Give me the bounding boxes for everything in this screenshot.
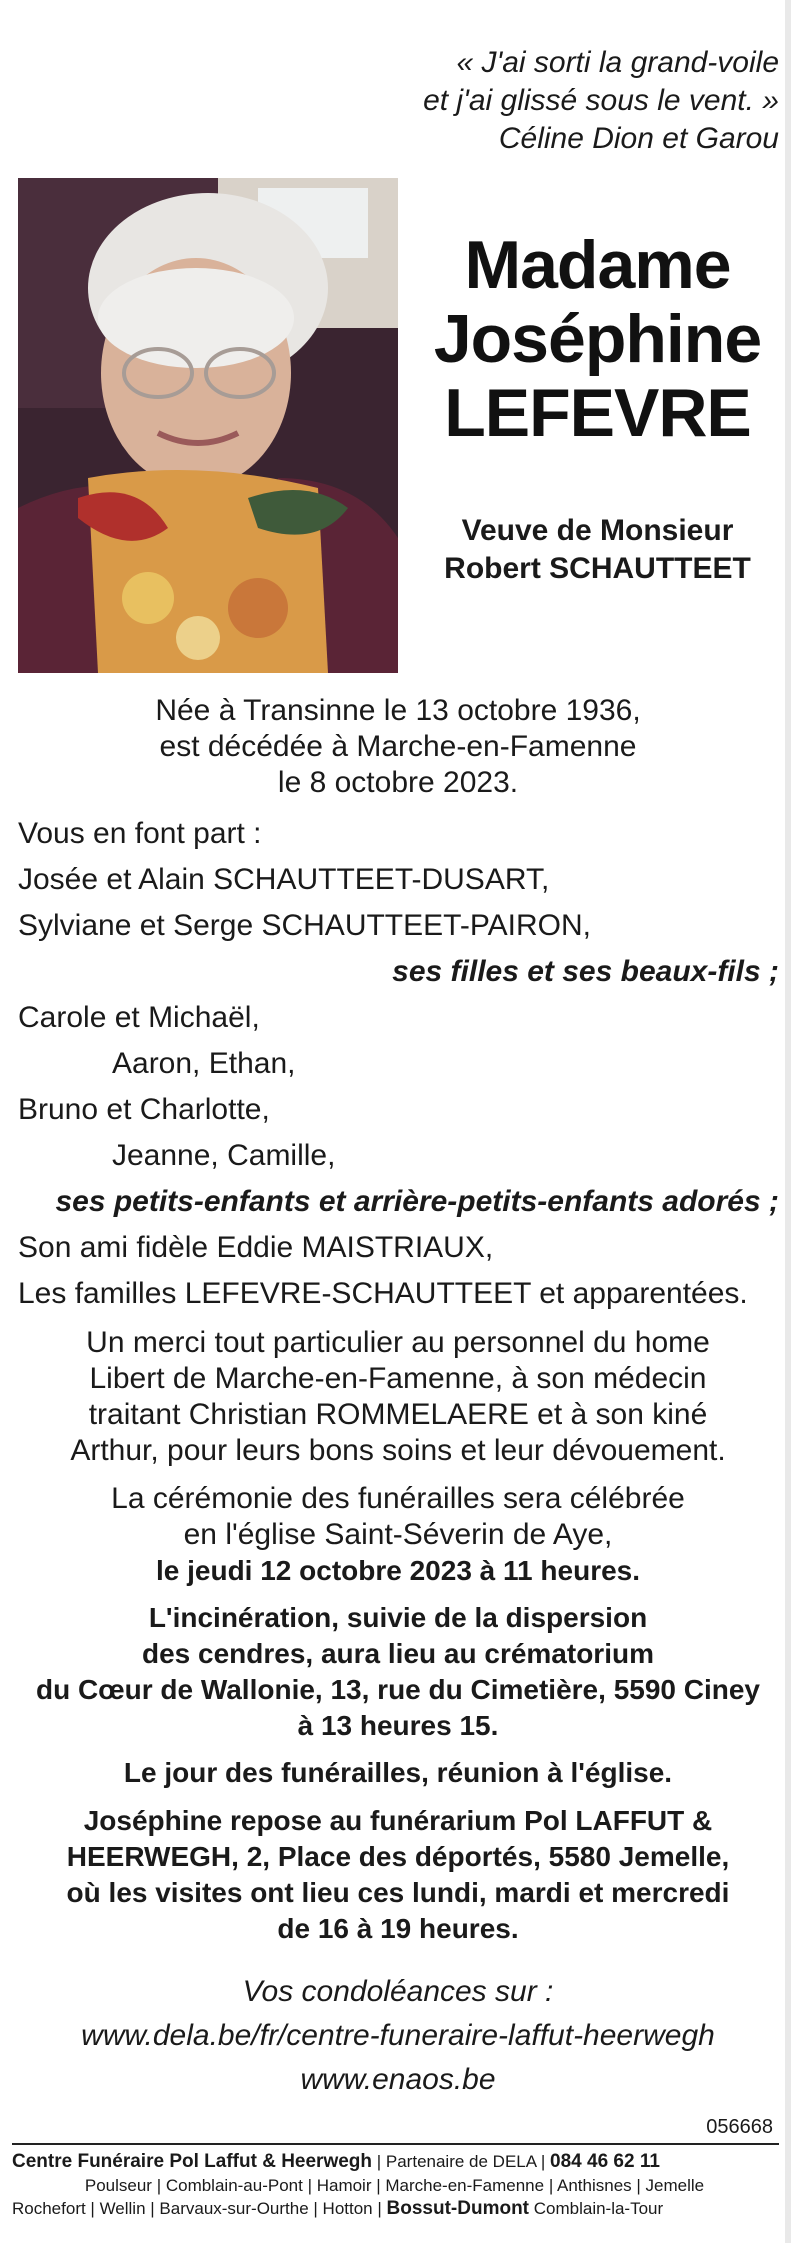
deceased-name xyxy=(410,228,785,450)
thanks-line-3: traitant Christian ROMMELAERE et à son kiné xyxy=(88,1398,708,1431)
widow-line-2: Robert SCHAUTTEET xyxy=(444,552,751,585)
footer-locations-2: Rochefort | Wellin | Barvaux-sur-Ourthe | Hotton | xyxy=(12,2199,382,2218)
grandchild-3: Bruno et Charlotte, xyxy=(18,1093,270,1126)
thanks-line-1: Un merci tout particulier au personnel du home xyxy=(86,1326,710,1359)
birth-line-3: le 8 octobre 2023. xyxy=(277,766,519,799)
portrait-photo xyxy=(18,178,398,673)
epigraph-quote xyxy=(423,44,779,158)
name-title: Madame xyxy=(464,227,731,303)
condolences-link-dela[interactable]: www.dela.be/fr/centre-funeraire-laffut-heerwegh xyxy=(81,2019,715,2052)
widow-line-1: Veuve de Monsieur xyxy=(461,514,734,547)
condolences xyxy=(18,1970,778,2102)
page-edge xyxy=(785,0,791,2243)
visit-line-1: Joséphine repose au funérarium Pol LAFFUT & xyxy=(83,1805,713,1836)
footer-line-3 xyxy=(12,2198,777,2220)
birth-death-info xyxy=(18,693,778,801)
grandchild-4: Jeanne, Camille, xyxy=(112,1139,336,1172)
ceremony-line-2: en l'église Saint-Séverin de Aye, xyxy=(183,1518,613,1551)
condolences-link-enaos[interactable]: www.enaos.be xyxy=(300,2063,496,2096)
quote-line-2: et j'ai glissé sous le vent. » xyxy=(423,84,779,117)
cremation-line-4: à 13 heures 15. xyxy=(297,1710,499,1741)
first-name: Joséphine xyxy=(433,301,762,377)
thanks-paragraph xyxy=(18,1325,778,1469)
cremation-line-1: L'incinération, suivie de la dispersion xyxy=(148,1602,648,1633)
meeting-info: Le jour des funérailles, réunion à l'église. xyxy=(123,1757,673,1788)
visit-line-4: de 16 à 19 heures. xyxy=(277,1913,519,1944)
cremation-info xyxy=(18,1600,778,1744)
partner-text: | Partenaire de DELA | xyxy=(376,2152,546,2171)
friend-line: Son ami fidèle Eddie MAISTRIAUX, xyxy=(18,1231,494,1264)
reference-number: 056668 xyxy=(706,2116,773,2138)
grandchildren-caption: ses petits-enfants et arrière-petits-enfants adorés ; xyxy=(55,1185,779,1218)
footer-line-1 xyxy=(12,2151,777,2173)
cremation-line-3: du Cœur de Wallonie, 13, rue du Cimetière, 5590 Ciney xyxy=(35,1674,761,1705)
visit-line-3: où les visites ont lieu ces lundi, mardi et mercredi xyxy=(66,1877,730,1908)
birth-line-2: est décédée à Marche-en-Famenne xyxy=(159,730,637,763)
birth-line-1: Née à Transinne le 13 octobre 1936, xyxy=(155,694,641,727)
visit-line-2: HEERWEGH, 2, Place des déportés, 5580 Jemelle, xyxy=(66,1841,730,1872)
family-intro: Vous en font part : xyxy=(18,817,262,850)
ceremony-info xyxy=(18,1481,778,1589)
grandchild-1: Carole et Michaël, xyxy=(18,1001,260,1034)
thanks-line-2: Libert de Marche-en-Famenne, à son médecin xyxy=(89,1362,707,1395)
thanks-line-4: Arthur, pour leurs bons soins et leur dévouement. xyxy=(70,1434,726,1467)
ceremony-date: le jeudi 12 octobre 2023 à 11 heures. xyxy=(155,1555,641,1586)
cremation-line-2: des cendres, aura lieu au crématorium xyxy=(142,1638,654,1669)
footer-locations-3: Comblain-la-Tour xyxy=(533,2199,664,2218)
portrait-image xyxy=(18,178,398,673)
visit-info xyxy=(18,1803,778,1947)
footer-divider xyxy=(12,2143,779,2145)
families-line: Les familles LEFEVRE-SCHAUTTEET et apparentées. xyxy=(18,1277,748,1310)
daughter-1: Josée et Alain SCHAUTTEET-DUSART, xyxy=(18,863,550,896)
quote-author: Céline Dion et Garou xyxy=(498,122,779,155)
grandchild-2: Aaron, Ethan, xyxy=(112,1047,296,1080)
funeral-home-name-2: Bossut-Dumont xyxy=(386,2198,529,2219)
condolences-label: Vos condoléances sur : xyxy=(242,1975,554,2008)
ceremony-line-1: La cérémonie des funérailles sera célébrée xyxy=(111,1482,685,1515)
daughter-2: Sylviane et Serge SCHAUTTEET-PAIRON, xyxy=(18,909,591,942)
footer-locations-1: Poulseur | Comblain-au-Pont | Hamoir | Marche-en-Famenne | Anthisnes | Jemelle xyxy=(84,2176,705,2195)
daughters-caption: ses filles et ses beaux-fils ; xyxy=(392,955,779,988)
phone-number: 084 46 62 11 xyxy=(550,2151,660,2172)
funeral-home-name: Centre Funéraire Pol Laffut & Heerwegh xyxy=(12,2151,373,2172)
quote-line-1: « J'ai sorti la grand-voile xyxy=(456,46,779,79)
last-name: LEFEVRE xyxy=(444,375,751,451)
widow-of xyxy=(410,512,785,588)
